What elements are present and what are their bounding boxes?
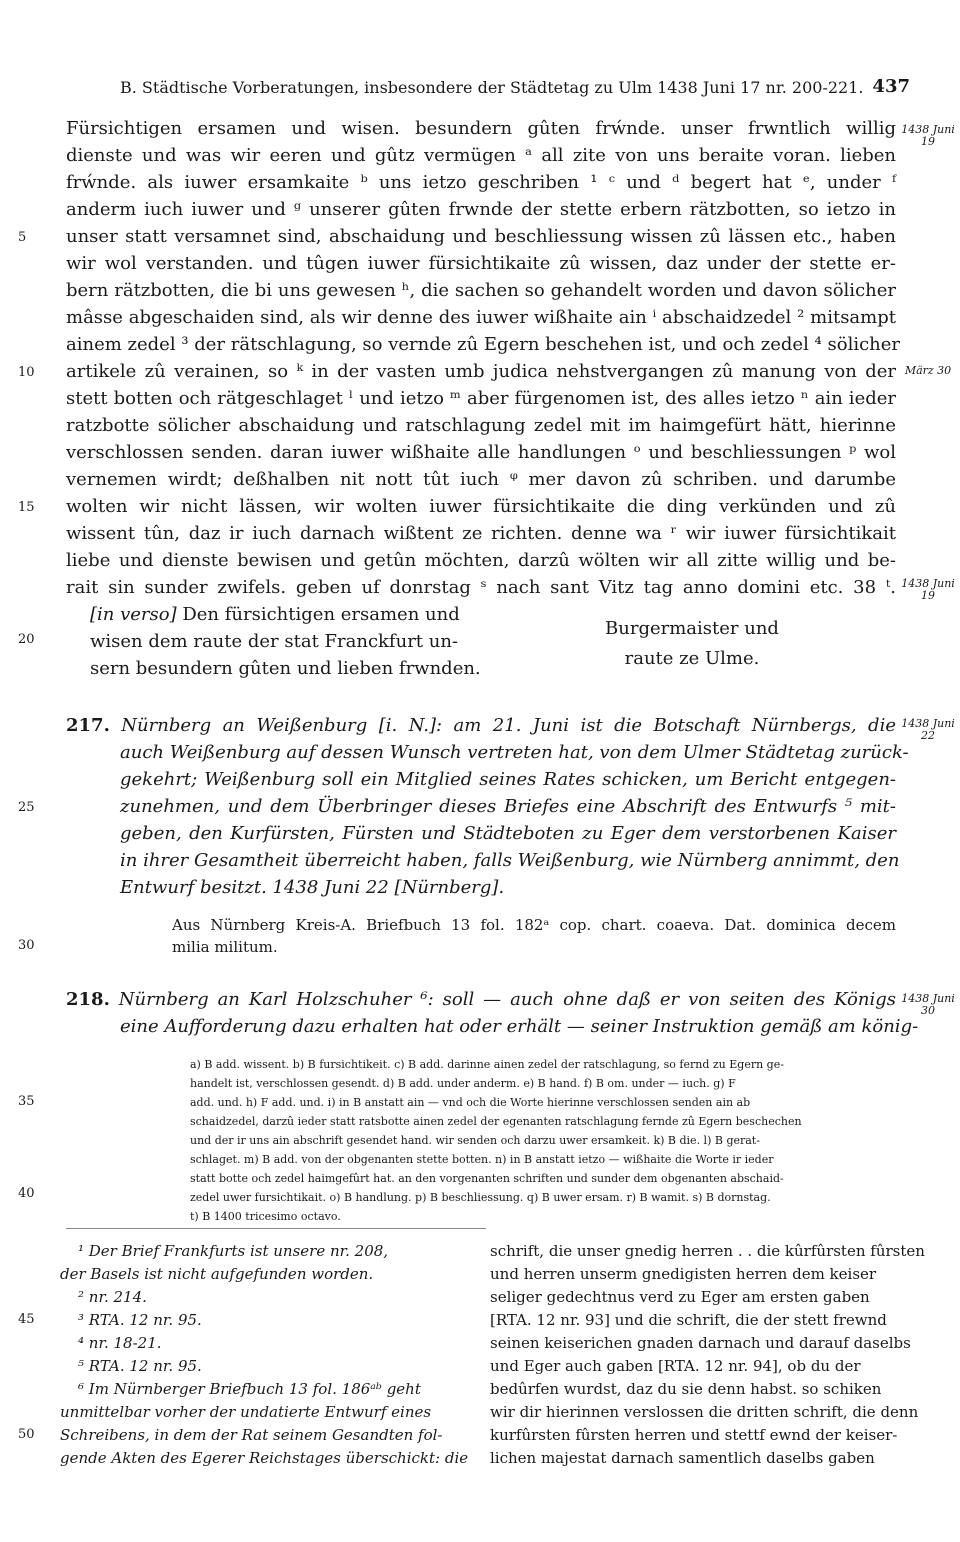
address-text: Den fürsichtigen ersamen und — [176, 604, 460, 625]
apparatus-line: und der ir uns ain abschrift gesendet hand. wir senden och darzu uwer ersamkeit. k) B die. l) B gerat- — [190, 1134, 760, 1147]
footnote-line: der Basels ist nicht aufgefunden worden. — [60, 1265, 374, 1283]
footnote-line: lichen majestat darnach samentlich daselbs gaben — [490, 1449, 875, 1467]
apparatus-line: zedel uwer fursichtikait. o) B handlung. p) B beschliessung. q) B uwer ersam. r) B wamit. s) B dornstag. — [190, 1191, 771, 1204]
page-number: 437 — [872, 76, 910, 97]
footnote-line: seliger gedechtnus verd zu Eger am ersten gaben — [490, 1288, 870, 1306]
footnote-line: seinen keiserichen gnaden darnach und darauf daselbs — [490, 1334, 911, 1352]
text-line: bern rätzbotten, die bi uns gewesen ʰ, die sachen so gehandelt worden und davon sölicher — [66, 280, 896, 301]
footnote-line: ⁵ RTA. 12 nr. 95. — [78, 1357, 202, 1375]
footnote-line: kurfûrsten fûrsten herren und stettf ewnd der keiser- — [490, 1426, 898, 1444]
text-line: wolten wir nicht lässen, wir wolten iuwer fürsichtikaite die ding verkünden und zû — [66, 496, 896, 517]
entry-217-text: Nürnberg an Weißenburg [i. N.]: am 21. Juni ist die Botschaft Nürnbergs, die — [109, 715, 896, 736]
text-line: wir wol verstanden. und tûgen iuwer fürsichtikaite zû wissen, daz under der stette er- — [66, 253, 896, 274]
address-line: sern besundern gûten und lieben frwnden. — [90, 658, 481, 679]
entry-217-line: Entwurf besitzt. 1438 Juni 22 [Nürnberg]. — [120, 877, 505, 898]
entry-217-line: geben, den Kurfürsten, Fürsten und Städteboten zu Eger dem verstorbenen Kaiser — [120, 823, 896, 844]
apparatus-line: schlaget. m) B add. von der obgenanten stette botten. n) in B anstatt ietzo — wißhaite die Worte ir ieder — [190, 1153, 774, 1166]
address-line: wisen dem raute der stat Franckfurt un- — [90, 631, 459, 652]
footnote-line: ¹ Der Brief Frankfurts ist unsere nr. 208, — [78, 1242, 389, 1260]
line-number: 35 — [18, 1094, 35, 1109]
text-line: ainem zedel ³ der rätschlagung, so vernde zû Egern beschehen ist, und och zedel ⁴ sölicher — [66, 334, 901, 355]
text-line: frẃnde. als iuwer ersamkaite ᵇ uns ietzo geschriben ¹ ᶜ und ᵈ begert hat ᵉ, under ᶠ — [66, 172, 896, 193]
entry-217-line: auch Weißenburg auf dessen Wunsch vertreten hat, von dem Ulmer Städtetag zurück- — [120, 742, 909, 763]
line-number: 50 — [18, 1427, 35, 1442]
running-header — [120, 76, 910, 97]
text-line: dienste und was wir eeren und gûtz vermügen ᵃ all zite von uns beraite voran. lieben — [66, 145, 896, 166]
footnote-line: wir dir hierinnen verslossen die dritten schrift, die denn — [490, 1403, 919, 1421]
running-title: B. Städtische Vorberatungen, insbesondere der Städtetag zu Ulm 1438 Juni 17 nr. 200-221. — [120, 78, 864, 97]
text-line: mâsse abgeschaiden sind, als wir denne des iuwer wißhaite ain ⁱ abschaidzedel ² mitsampt — [66, 307, 896, 328]
line-number: 20 — [18, 632, 35, 647]
apparatus-line: t) B 1400 tricesimo octavo. — [190, 1210, 341, 1223]
text-line: unser statt versamnet sind, abschaidung und beschliessung wissen zû lässen etc., haben — [66, 226, 896, 247]
text-line: artikele zû verainen, so ᵏ in der vasten umb judica nehstvergangen zû manung von der — [66, 361, 896, 382]
entry-217-line: in ihrer Gesamtheit überreicht haben, falls Weißenburg, wie Nürnberg annimmt, den — [120, 850, 900, 871]
signature-line: raute ze Ulme. — [624, 648, 760, 669]
entry-218-number: 218. — [66, 989, 110, 1010]
footnote-line: bedûrfen wurdst, daz du sie denn habst. so schiken — [490, 1380, 882, 1398]
footnote-line: und herren unserm gnedigisten herren dem keiser — [490, 1265, 877, 1283]
entry-217-line — [66, 714, 896, 738]
text-line: vernemen wirdt; deßhalben nit nott tût iuch ᵠ mer davon zû schriben. und darumbe — [66, 469, 896, 490]
address-line — [90, 603, 510, 627]
source-note: milia militum. — [172, 938, 278, 956]
signature-line: Burgermaister und — [605, 618, 779, 639]
line-number: 15 — [18, 500, 35, 515]
line-number: 5 — [18, 230, 27, 245]
footnote-line: ⁴ nr. 18-21. — [78, 1334, 162, 1352]
entry-218-line: eine Aufforderung dazu erhalten hat oder erhält — seiner Instruktion gemäß am könig- — [120, 1016, 919, 1037]
margin-date-note: 1438 Juni 30 — [901, 992, 955, 1017]
entry-217-line: zunehmen, und dem Überbringer dieses Briefes eine Abschrift des Entwurfs ⁵ mit- — [120, 796, 896, 817]
source-note: Aus Nürnberg Kreis-A. Briefbuch 13 fol. 182ᵃ cop. chart. coaeva. Dat. dominica decem — [172, 916, 896, 934]
line-number: 10 — [18, 365, 35, 380]
line-number: 45 — [18, 1312, 35, 1327]
text-line: liebe und dienste bewisen und getûn möchten, darzû wölten wir all zitte willig und be- — [66, 550, 896, 571]
margin-date-note: 1438 Juni 22 — [901, 717, 955, 742]
line-number: 40 — [18, 1186, 35, 1201]
margin-date-note: März 30 — [904, 364, 952, 377]
line-number: 30 — [18, 938, 35, 953]
entry-218-line — [66, 988, 896, 1012]
apparatus-line: handelt ist, verschlossen gesendt. d) B add. under anderm. e) B hand. f) B om. under — iuch. g) F — [190, 1077, 736, 1090]
signature-block — [582, 614, 802, 674]
margin-date-note: 1438 Juni 19 — [901, 123, 955, 148]
text-line: rait sin sunder zwifels. geben uf donrstag ˢ nach sant Vitz tag anno domini etc. 38 ᵗ. — [66, 577, 896, 598]
entry-218-text: Nürnberg an Karl Holzschuher ⁶: soll — auch ohne daß er von seiten des Königs — [109, 989, 896, 1010]
text-line: stett botten och rätgeschlaget ˡ und ietzo ᵐ aber fürgenomen ist, des alles ietzo ⁿ ain ieder — [66, 388, 896, 409]
footnote-divider — [66, 1228, 486, 1229]
apparatus-line: schaidzedel, darzû ieder statt ratsbotte ainen zedel der egenanten ratschlagung fernde zû Egern beschechen — [190, 1115, 802, 1128]
footnote-line: schrift, die unser gnedig herren . . die kûrfûrsten fûrsten — [490, 1242, 925, 1260]
entry-217-number: 217. — [66, 715, 110, 736]
footnote-line: ² nr. 214. — [78, 1288, 147, 1306]
footnote-line: ³ RTA. 12 nr. 95. — [78, 1311, 202, 1329]
text-line: anderm iuch iuwer und ᵍ unserer gûten frwnde der stette erbern rätzbotten, so ietzo in — [66, 199, 896, 220]
apparatus-line: a) B add. wissent. b) B fursichtikeit. c) B add. darinne ainen zedel der ratschlagung, so fernd zu Egern ge- — [190, 1058, 784, 1071]
text-line: Fürsichtigen ersamen und wisen. besundern gûten frẃnde. unser frwntlich willig — [66, 118, 896, 139]
footnote-line: gende Akten des Egerer Reichstages überschickt: die — [60, 1449, 469, 1467]
in-verso-label: [in verso] — [90, 604, 177, 625]
apparatus-line: statt botte och zedel haimgefûrt hat. an den vorgenanten schriften und sunder dem obgenanten abschaid- — [190, 1172, 784, 1185]
apparatus-line: add. und. h) F add. und. i) in B anstatt ain — vnd och die Worte hierinne verschlossen senden ain ab — [190, 1096, 751, 1109]
footnote-line: ⁶ Im Nürnberger Briefbuch 13 fol. 186ᵃᵇ geht — [78, 1380, 421, 1398]
text-line: wissent tûn, daz ir iuch darnach wißtent ze richten. denne wa ʳ wir iuwer fürsichtikait — [66, 523, 896, 544]
text-line: verschlossen senden. daran iuwer wißhaite alle handlungen ᵒ und beschliessungen ᵖ wol — [66, 442, 896, 463]
footnote-line: und Eger auch gaben [RTA. 12 nr. 94], ob du der — [490, 1357, 861, 1375]
footnote-line: [RTA. 12 nr. 93] und die schrift, die der stett frewnd — [490, 1311, 887, 1329]
entry-217-line: gekehrt; Weißenburg soll ein Mitglied seines Rates schicken, um Bericht entgegen- — [120, 769, 896, 790]
footnote-line: unmittelbar vorher der undatierte Entwurf eines — [60, 1403, 432, 1421]
footnote-line: Schreibens, in dem der Rat seinem Gesandten fol- — [60, 1426, 443, 1444]
text-line: ratzbotte sölicher abschaidung und ratschlagung zedel mit im haimgefürt hätt, hierinne — [66, 415, 896, 436]
margin-date-note: 1438 Juni 19 — [901, 577, 955, 602]
line-number: 25 — [18, 800, 35, 815]
